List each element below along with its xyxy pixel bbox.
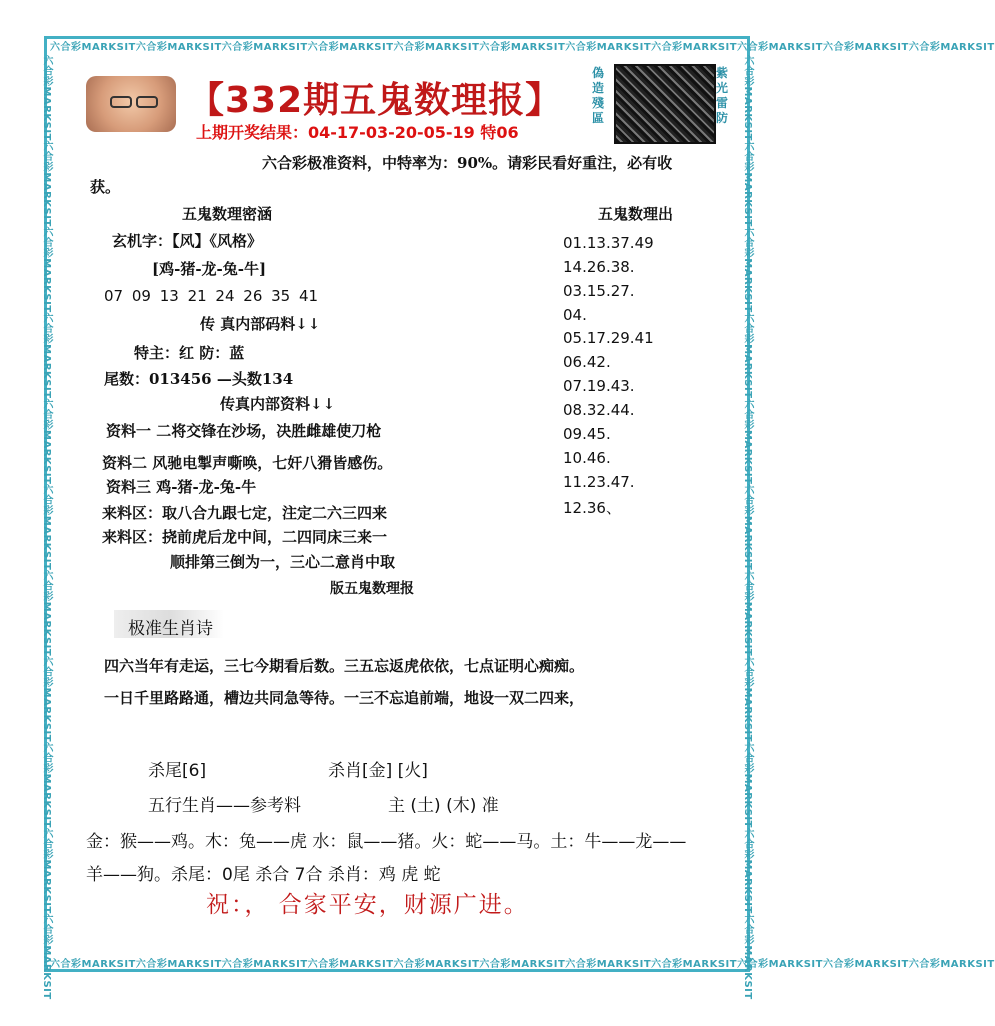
numbers-line: 07 09 13 21 24 26 35 41 [104,287,319,305]
tezhu-line: 特主：红 防：蓝 [134,344,245,362]
right-number-8: 08.32.44. [563,401,635,419]
page-title: 【332期五鬼数理报】 [188,80,563,121]
kill-zodiac: 杀肖[金] [火] [328,761,428,781]
portrait-image [86,76,176,132]
data-line-3: 资料三 鸡-猪-龙-兔-牛 [106,478,257,496]
zodiac-line: [鸡-猪-龙-兔-牛] [152,260,267,278]
wuxing-label: 五行生肖——参考料 [148,796,301,816]
poem-title: 极准生肖诗 [128,619,213,639]
right-number-11: 11.23.47. [563,473,635,491]
fax-line-2: 传真内部资料↓↓ [220,395,336,413]
right-number-3: 03.15.27. [563,282,635,300]
elements-line-1: 金：猴——鸡。木：兔——虎 水：鼠——猪。火：蛇——马。土：牛——龙—— [86,832,687,852]
right-heading: 五鬼数理出 [598,205,674,223]
right-number-1: 01.13.37.49 [563,234,654,252]
right-number-12: 12.36、 [563,499,621,517]
main-label: 主 (土) (木) 准 [388,796,499,816]
left-heading: 五鬼数理密涵 [182,205,273,223]
data-line-2: 资料二 风驰电掣声嘶唤，七奸八猾皆感伤。 [102,454,393,472]
glasses-right-lens [136,96,158,108]
right-number-10: 10.46. [563,449,611,467]
qr-code [614,64,716,144]
source-line-1: 来料区：取八合九跟七定，注定二六三四来 [102,504,388,522]
tail-line: 尾数：013456 —头数134 [104,370,294,388]
last-result: 上期开奖结果：04-17-03-20-05-19 特06 [196,123,519,142]
poem-line-2: 一日千里路路通，槽边共同急等待。一三不忘追前端，地设一双二四来， [104,689,585,707]
elements-line-2: 羊——狗。杀尾：0尾 杀合 7合 杀肖：鸡 虎 蛇 [86,865,441,885]
fax-line-1: 传 真内部码料↓↓ [200,315,321,333]
edition-label: 版五鬼数理报 [330,581,414,597]
right-number-2: 14.26.38. [563,258,635,276]
glasses-left-lens [110,96,132,108]
right-number-9: 09.45. [563,425,611,443]
data-line-1: 资料一 二将交锋在沙场，决胜雌雄使刀枪 [106,422,382,440]
right-number-5: 05.17.29.41 [563,329,654,347]
anti-fake-stamp-right: 紫光雷防 [716,66,729,125]
right-number-4: 04. [563,306,587,324]
xuanji-line: 玄机字：【风】《风格》 [112,232,263,250]
border-strip-right: 六合彩MARKSIT六合彩MARKSIT六合彩MARKSIT六合彩MARKSIT六合彩MARKSIT六合彩MARKSIT六合彩MARKSIT六合彩MARKSIT六合彩MARKSIT六合彩MARKSIT六合彩MARKSIT [742,55,753,1000]
border-strip-left: 六合彩MARKSIT六合彩MARKSIT六合彩MARKSIT六合彩MARKSIT六合彩MARKSIT六合彩MARKSIT六合彩MARKSIT六合彩MARKSIT六合彩MARKSIT六合彩MARKSIT六合彩MARKSIT [41,55,52,1000]
anti-fake-stamp-left: 偽造殘區 [592,66,605,125]
source-line-2: 来料区：挠前虎后龙中间，二四同床三来一 [102,528,388,546]
poem-line-1: 四六当年有走运，三七今期看后数。三五忘返虎依依，七点证明心痴痴。 [104,657,585,675]
source-line-3: 顺排第三倒为一，三心二意肖中取 [170,553,396,571]
border-strip-bottom: 六合彩MARKSIT六合彩MARKSIT六合彩MARKSIT六合彩MARKSIT六合彩MARKSIT六合彩MARKSIT六合彩MARKSIT六合彩MARKSIT六合彩MARKSIT六合彩MARKSIT六合彩MARKSIT [50,959,995,970]
intro-line-1: 六合彩极准资料，中特率为：90%。请彩民看好重注，必有收 [262,154,673,172]
blessing: 祝：， 合家平安，财源广进。 [206,892,529,918]
intro-line-2: 获。 [90,178,121,196]
right-number-6: 06.42. [563,353,611,371]
right-number-7: 07.19.43. [563,377,635,395]
border-strip-top: 六合彩MARKSIT六合彩MARKSIT六合彩MARKSIT六合彩MARKSIT六合彩MARKSIT六合彩MARKSIT六合彩MARKSIT六合彩MARKSIT六合彩MARKSIT六合彩MARKSIT六合彩MARKSIT [50,42,995,53]
kill-tail: 杀尾[6] [148,761,207,781]
